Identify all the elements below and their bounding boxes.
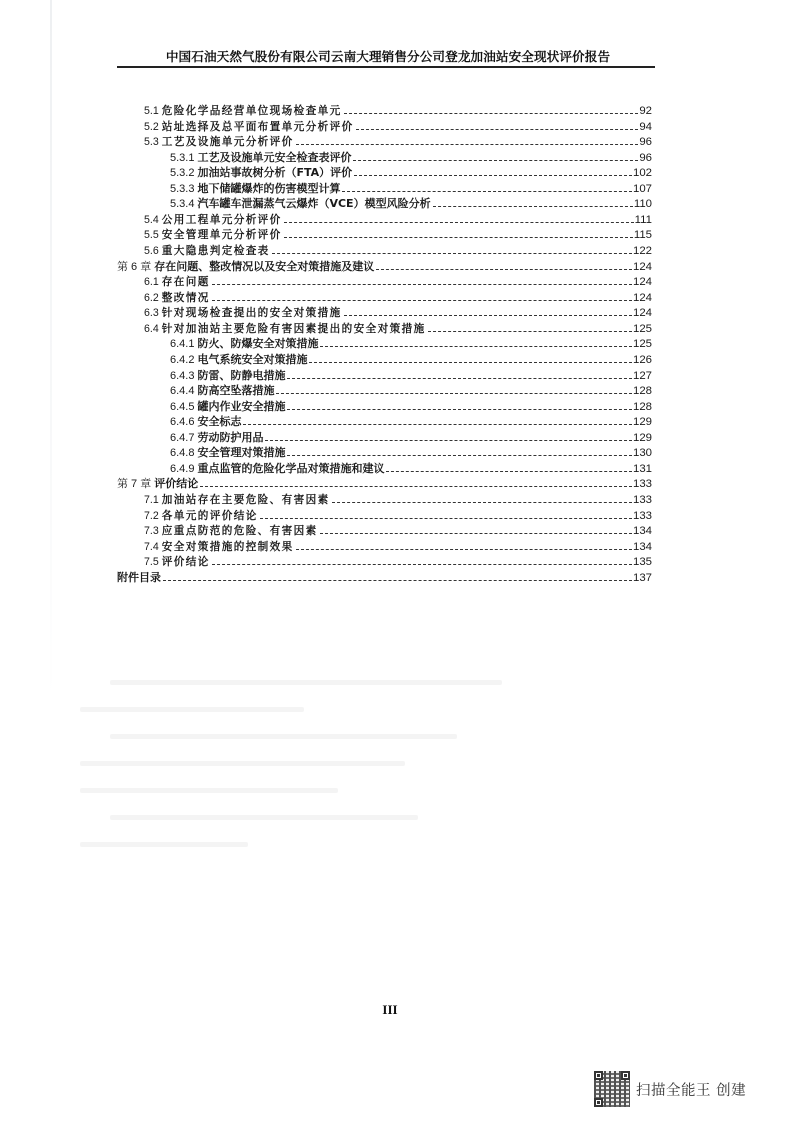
toc-entry-label — [144, 554, 211, 570]
toc-entry-number: 5.3.2 — [170, 167, 195, 180]
dot-leader — [212, 284, 632, 285]
toc-entry-label — [117, 259, 375, 275]
toc-entry[interactable] — [170, 368, 652, 384]
toc-entry-page: 131 — [632, 462, 652, 475]
page-number: III — [382, 1002, 398, 1017]
toc-entry-title: 汽车罐车泄漏蒸气云爆炸（VCE）模型风险分析 — [197, 197, 431, 211]
scan-edge-shadow — [50, 0, 52, 700]
toc-entry-label — [170, 461, 385, 477]
toc-entry-label — [117, 570, 162, 586]
toc-entry-number: 5.2 — [144, 120, 159, 133]
toc-entry-number: 6.4.4 — [170, 385, 195, 398]
toc-entry-page: 125 — [632, 338, 652, 351]
dot-leader — [287, 409, 632, 410]
dot-leader — [376, 269, 632, 270]
toc-entry[interactable] — [144, 492, 652, 508]
toc-entry-label — [144, 508, 259, 524]
header-rule-divider — [117, 66, 655, 68]
toc-entry-label — [170, 181, 341, 197]
toc-entry-number: 5.3.3 — [170, 182, 195, 195]
toc-entry-number: 6.4.2 — [170, 353, 195, 366]
toc-entry[interactable] — [170, 196, 652, 212]
toc-entry-label — [170, 352, 308, 368]
dot-leader — [320, 533, 632, 534]
toc-entry-title: 附件目录 — [117, 570, 161, 584]
toc-entry-title: 针对现场检查提出的安全对策措施 — [161, 307, 342, 320]
dot-leader — [276, 393, 632, 394]
toc-entry-number: 5.3.4 — [170, 198, 195, 211]
dot-leader — [243, 424, 632, 425]
toc-entry-number: 6.2 — [144, 291, 159, 304]
toc-entry-title: 劳动防护用品 — [197, 430, 264, 444]
toc-entry[interactable] — [144, 508, 652, 524]
toc-entry-title: 加油站存在主要危险、有害因素 — [161, 494, 330, 506]
toc-entry-label — [144, 134, 295, 150]
toc-entry-label — [170, 430, 264, 446]
dot-leader — [260, 518, 632, 519]
toc-entry-page: 133 — [632, 478, 652, 491]
dot-leader — [296, 549, 632, 550]
dot-leader — [356, 129, 639, 130]
toc-entry[interactable] — [170, 414, 652, 430]
toc-entry-page: 133 — [632, 509, 652, 522]
toc-entry-number: 6.3 — [144, 307, 159, 320]
toc-entry-label — [170, 165, 353, 181]
toc-entry-page: 124 — [632, 276, 652, 289]
dot-leader — [354, 175, 632, 176]
toc-entry-page: 129 — [632, 431, 652, 444]
dot-leader — [287, 378, 632, 379]
toc-entry-label — [144, 243, 271, 259]
toc-entry[interactable] — [144, 134, 652, 150]
toc-entry-title: 安全标志 — [197, 415, 242, 429]
dot-leader — [163, 580, 632, 581]
toc-entry-title: 加油站事故树分析（FTA）评价 — [197, 166, 353, 180]
dot-leader — [200, 486, 632, 487]
toc-entry[interactable] — [117, 570, 652, 586]
toc-entry-label — [144, 227, 283, 243]
toc-entry-page: 125 — [632, 322, 652, 335]
toc-entry[interactable] — [170, 165, 652, 181]
watermark-text: 扫描全能王 创建 — [636, 1082, 747, 1099]
toc-entry[interactable] — [144, 274, 652, 290]
toc-entry-number: 6.4.9 — [170, 462, 195, 475]
dot-leader — [320, 346, 632, 347]
toc-entry-number: 5.3 — [144, 136, 159, 149]
toc-entry-number: 7.3 — [144, 525, 159, 538]
toc-entry[interactable] — [144, 227, 652, 243]
dot-leader — [344, 113, 639, 114]
toc-entry-title: 安全管理单元分析评价 — [161, 229, 282, 242]
toc-entry-label — [170, 399, 286, 415]
toc-entry-title: 地下储罐爆炸的伤害模型计算 — [197, 181, 341, 195]
toc-entry-number: 7.1 — [144, 494, 159, 506]
toc-entry-number: 5.3.1 — [170, 151, 195, 164]
toc-entry-title: 各单元的评价结论 — [161, 509, 258, 522]
dot-leader — [212, 300, 632, 301]
toc-entry-number: 5.1 — [144, 105, 159, 117]
toc-entry-page: 137 — [632, 571, 652, 584]
toc-entry-page: 135 — [632, 556, 652, 569]
dot-leader — [342, 191, 632, 192]
dot-leader — [353, 160, 638, 161]
toc-entry-page: 127 — [632, 369, 652, 382]
bleed-through-text — [80, 680, 640, 910]
toc-entry-title: 防火、防爆安全对策措施 — [197, 337, 319, 351]
toc-entry-number: 7.5 — [144, 556, 159, 569]
toc-entry-label — [170, 368, 286, 384]
toc-entry-number: 7.2 — [144, 509, 159, 522]
toc-entry-page: 128 — [632, 400, 652, 413]
toc-entry[interactable] — [144, 523, 652, 539]
toc-entry-page: 129 — [632, 416, 652, 429]
toc-entry[interactable] — [170, 461, 652, 477]
toc-entry-page: 96 — [639, 136, 652, 149]
toc-entry-page: 124 — [632, 260, 652, 273]
toc-entry-title: 安全管理对策措施 — [197, 446, 286, 460]
toc-entry-title: 评价结论 — [161, 556, 210, 569]
toc-entry-page: 94 — [639, 120, 652, 133]
dot-leader — [332, 502, 632, 503]
toc-entry-page: 134 — [632, 540, 652, 553]
dot-leader — [296, 144, 639, 145]
toc-entry-number: 5.5 — [144, 229, 159, 242]
toc-entry[interactable] — [144, 212, 652, 228]
toc-entry-title: 应重点防范的危险、有害因素 — [161, 525, 318, 538]
dot-leader — [287, 455, 632, 456]
toc-entry-title: 评价结论 — [154, 477, 199, 491]
toc-entry-number: 6.4.8 — [170, 447, 195, 460]
toc-entry[interactable] — [170, 383, 652, 399]
toc-entry-label — [170, 150, 352, 166]
toc-entry-number: 第 7 章 — [117, 478, 152, 491]
toc-entry-number: 6.4.1 — [170, 338, 195, 351]
dot-leader — [309, 362, 632, 363]
toc-entry[interactable] — [144, 539, 652, 555]
toc-entry-number: 6.1 — [144, 276, 159, 289]
toc-entry[interactable] — [144, 290, 652, 306]
dot-leader — [386, 471, 632, 472]
toc-entry-number: 5.4 — [144, 213, 159, 226]
dot-leader — [284, 237, 633, 238]
toc-entry-page: 92 — [639, 105, 652, 117]
toc-entry[interactable] — [144, 119, 652, 135]
toc-entry[interactable] — [170, 336, 652, 352]
dot-leader — [212, 564, 632, 565]
toc-entry-label — [144, 305, 343, 321]
dot-leader — [428, 331, 632, 332]
toc-entry[interactable] — [117, 476, 652, 492]
toc-entry-number: 6.4.7 — [170, 431, 195, 444]
toc-entry-page: 133 — [632, 494, 652, 506]
toc-entry-page: 134 — [632, 525, 652, 538]
toc-entry-title: 罐内作业安全措施 — [197, 399, 286, 413]
toc-entry-page: 128 — [632, 385, 652, 398]
toc-entry-number: 6.4 — [144, 322, 159, 335]
toc-entry-title: 危险化学品经营单位现场检查单元 — [161, 105, 342, 117]
toc-entry-label — [170, 445, 286, 461]
toc-entry-label — [170, 196, 432, 212]
toc-entry-page: 124 — [632, 307, 652, 320]
toc-entry-page: 122 — [632, 245, 652, 258]
toc-entry-title: 工艺及设施单元分析评价 — [161, 136, 294, 149]
toc-entry-number: 7.4 — [144, 540, 159, 553]
scanner-watermark — [594, 1071, 746, 1107]
toc-entry[interactable] — [144, 554, 652, 570]
toc-entry-page: 110 — [633, 198, 652, 211]
toc-entry-label — [144, 492, 331, 508]
toc-entry-page: 102 — [632, 167, 652, 180]
toc-entry[interactable] — [170, 430, 652, 446]
toc-entry-title: 站址选择及总平面布置单元分析评价 — [161, 120, 354, 133]
toc-entry-title: 存在问题、整改情况以及安全对策措施及建议 — [154, 259, 375, 273]
toc-entry-label — [144, 523, 319, 539]
dot-leader — [284, 222, 634, 223]
toc-entry[interactable] — [170, 352, 652, 368]
toc-entry-label — [117, 476, 199, 492]
toc-entry-number: 5.6 — [144, 245, 159, 258]
toc-entry-title: 工艺及设施单元安全检查表评价 — [197, 150, 352, 164]
toc-entry-page: 115 — [633, 229, 652, 242]
toc-entry-label — [170, 414, 242, 430]
toc-entry-title: 防高空坠落措施 — [197, 384, 275, 398]
toc-entry[interactable] — [144, 305, 652, 321]
qr-code-icon — [594, 1071, 630, 1107]
dot-leader — [265, 440, 632, 441]
toc-entry-page: 111 — [634, 213, 652, 226]
toc-entry-page: 107 — [632, 182, 652, 195]
toc-entry-number: 第 6 章 — [117, 260, 152, 273]
toc-entry-label — [170, 383, 275, 399]
toc-entry[interactable] — [144, 243, 652, 259]
toc-entry-title: 公用工程单元分析评价 — [161, 213, 282, 226]
toc-entry[interactable] — [170, 445, 652, 461]
toc-entry[interactable] — [117, 259, 652, 275]
toc-entry-label — [170, 336, 319, 352]
toc-entry-page: 130 — [632, 447, 652, 460]
toc-entry-title: 电气系统安全对策措施 — [197, 352, 308, 366]
dot-leader — [344, 315, 632, 316]
toc-entry-page: 96 — [639, 151, 652, 164]
toc-entry-title: 针对加油站主要危险有害因素提出的安全对策措施 — [161, 322, 426, 335]
dot-leader — [433, 206, 633, 207]
toc-entry-title: 存在问题 — [161, 276, 210, 289]
toc-entry-title: 安全对策措施的控制效果 — [161, 540, 294, 553]
toc-entry-label — [144, 321, 427, 337]
toc-entry-label — [144, 274, 211, 290]
toc-entry[interactable] — [170, 181, 652, 197]
toc-entry[interactable] — [144, 321, 652, 337]
toc-entry-title: 重大隐患判定检查表 — [161, 245, 270, 258]
toc-entry-title: 防雷、防静电措施 — [197, 368, 286, 382]
toc-entry-page: 124 — [632, 291, 652, 304]
toc-entry[interactable] — [170, 399, 652, 415]
toc-entry-number: 6.4.5 — [170, 400, 195, 413]
toc-entry[interactable] — [144, 103, 652, 119]
toc-entry-label — [144, 119, 355, 135]
toc-entry-label — [144, 539, 295, 555]
toc-entry-page: 126 — [632, 353, 652, 366]
toc-entry-title: 重点监管的危险化学品对策措施和建议 — [197, 461, 385, 475]
toc-entry-label — [144, 103, 343, 119]
toc-entry-label — [144, 290, 211, 306]
toc-entry[interactable] — [170, 150, 652, 166]
toc-entry-number: 6.4.6 — [170, 416, 195, 429]
page-header-title: 中国石油天然气股份有限公司云南大理销售分公司登龙加油站安全现状评价报告 — [165, 49, 611, 64]
toc-entry-number: 6.4.3 — [170, 369, 195, 382]
toc-entry-title: 整改情况 — [161, 291, 210, 304]
toc-entry-label — [144, 212, 283, 228]
dot-leader — [272, 253, 632, 254]
